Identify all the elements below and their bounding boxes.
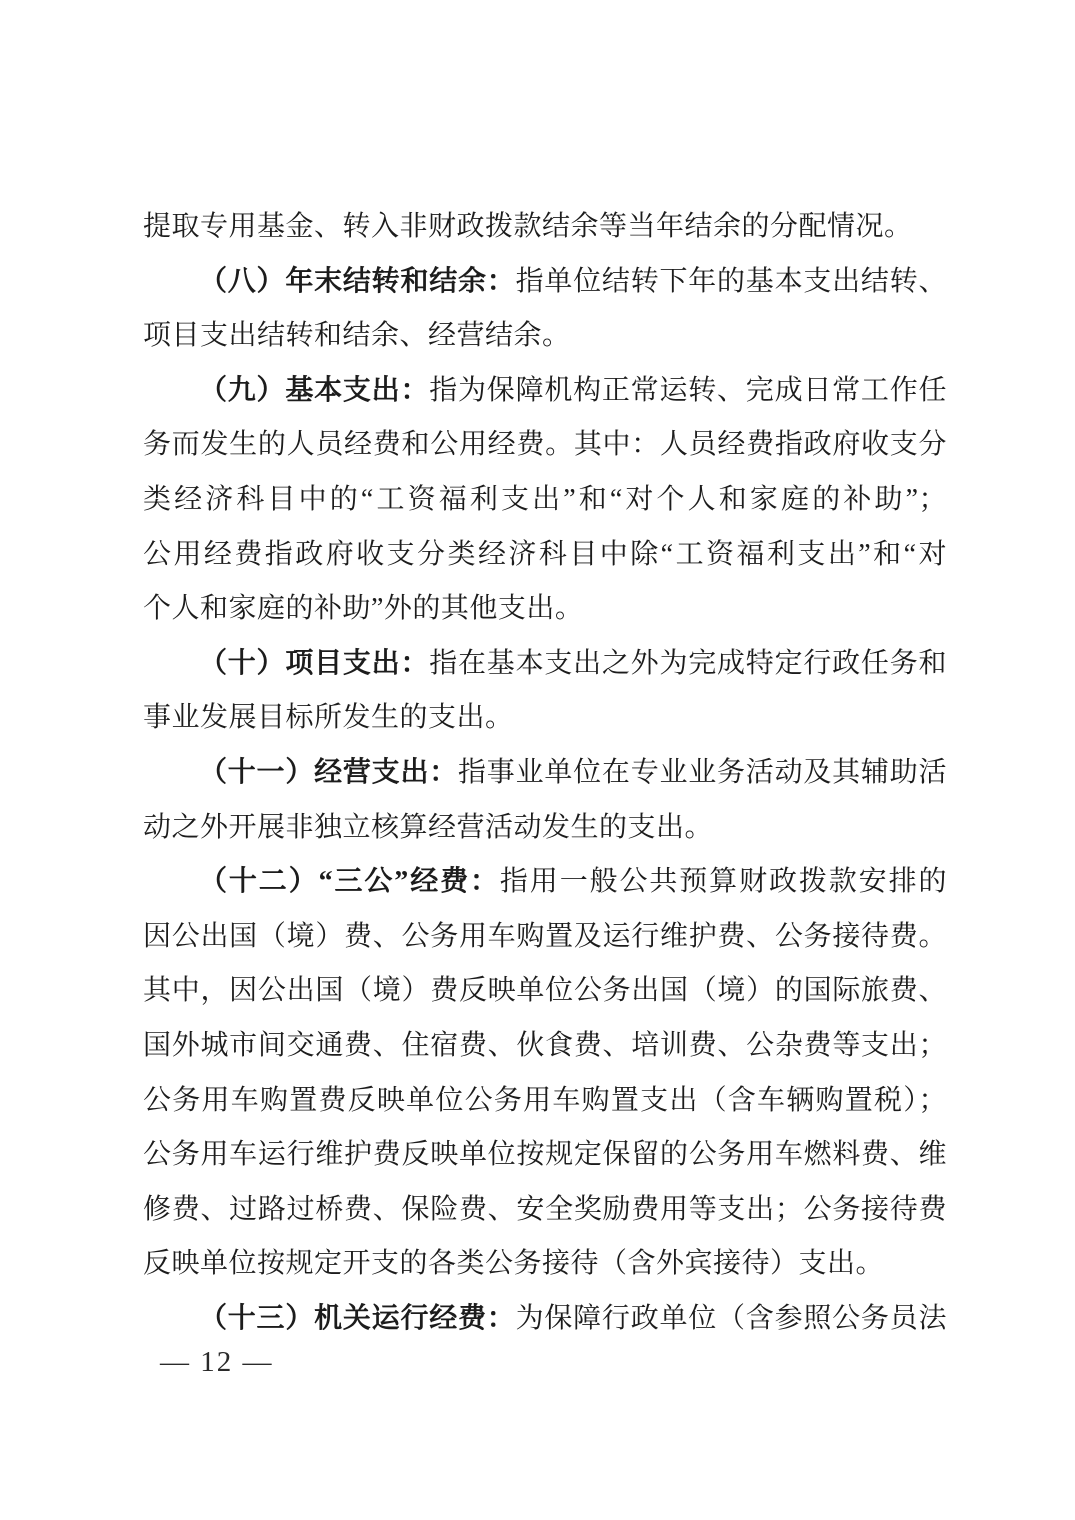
page-number: — 12 — <box>160 1346 274 1378</box>
line-text: 动之外开展非独立核算经营活动发生的支出。 <box>143 811 714 843</box>
text-line <box>143 910 947 965</box>
line-text: 指在基本支出之外为完成特定行政任务和 <box>429 647 947 679</box>
text-line <box>143 309 947 364</box>
text-line <box>143 855 947 910</box>
line-text: 为保障行政单位（含参照公务员法 <box>515 1302 947 1334</box>
text-line <box>143 418 947 473</box>
text-line <box>143 364 947 419</box>
text-line <box>143 1237 947 1292</box>
text-line <box>143 1183 947 1238</box>
term-label: （十）项目支出： <box>199 647 430 679</box>
line-text: 指用一般公共预算财政拨款安排的 <box>499 866 947 898</box>
text-body <box>143 200 947 1346</box>
line-text: 公务用车运行维护费反映单位按规定保留的公务用车燃料费、维 <box>143 1139 947 1171</box>
line-text: 其中，因公出国（境）费反映单位公务出国（境）的国际旅费、 <box>143 975 947 1007</box>
term-label: （九）基本支出： <box>199 374 430 406</box>
line-text: 反映单位按规定开支的各类公务接待（含外宾接待）支出。 <box>143 1248 885 1280</box>
text-line <box>143 1074 947 1129</box>
line-text: 指单位结转下年的基本支出结转、 <box>515 265 947 297</box>
line-text: 修费、过路过桥费、保险费、安全奖励费用等支出；公务接待费 <box>143 1193 947 1225</box>
line-text: 事业发展目标所发生的支出。 <box>143 702 514 734</box>
text-line <box>143 691 947 746</box>
term-label: （十二）“三公”经费： <box>199 866 500 898</box>
line-text: 指事业单位在专业业务活动及其辅助活 <box>458 756 947 788</box>
line-text: 指为保障机构正常运转、完成日常工作任 <box>429 374 947 406</box>
line-text: 类经济科目中的“工资福利支出”和“对个人和家庭的补助”； <box>143 483 947 515</box>
line-text: 因公出国（境）费、公务用车购置及运行维护费、公务接待费。 <box>143 920 947 952</box>
term-label: （八）年末结转和结余： <box>199 265 516 297</box>
text-line <box>143 1128 947 1183</box>
text-line <box>143 200 947 255</box>
line-text: 项目支出结转和结余、经营结余。 <box>143 320 571 352</box>
line-text: 务而发生的人员经费和公用经费。其中：人员经费指政府收支分 <box>143 429 947 461</box>
line-text: 公务用车购置费反映单位公务用车购置支出（含车辆购置税）； <box>143 1084 947 1116</box>
text-line <box>143 1292 947 1347</box>
text-line <box>143 801 947 856</box>
line-text: 个人和家庭的补助”外的其他支出。 <box>143 593 584 625</box>
text-line <box>143 255 947 310</box>
line-text: 提取专用基金、转入非财政拨款结余等当年结余的分配情况。 <box>143 211 913 242</box>
text-line <box>143 637 947 692</box>
text-line <box>143 528 947 583</box>
text-line <box>143 1019 947 1074</box>
term-label: （十三）机关运行经费： <box>199 1302 516 1334</box>
text-line <box>143 473 947 528</box>
line-text: 国外城市间交通费、住宿费、伙食费、培训费、公杂费等支出； <box>143 1029 947 1061</box>
text-line <box>143 746 947 801</box>
line-text: 公用经费指政府收支分类经济科目中除“工资福利支出”和“对 <box>143 538 947 570</box>
text-line <box>143 582 947 637</box>
term-label: （十一）经营支出： <box>199 756 459 788</box>
text-line <box>143 964 947 1019</box>
